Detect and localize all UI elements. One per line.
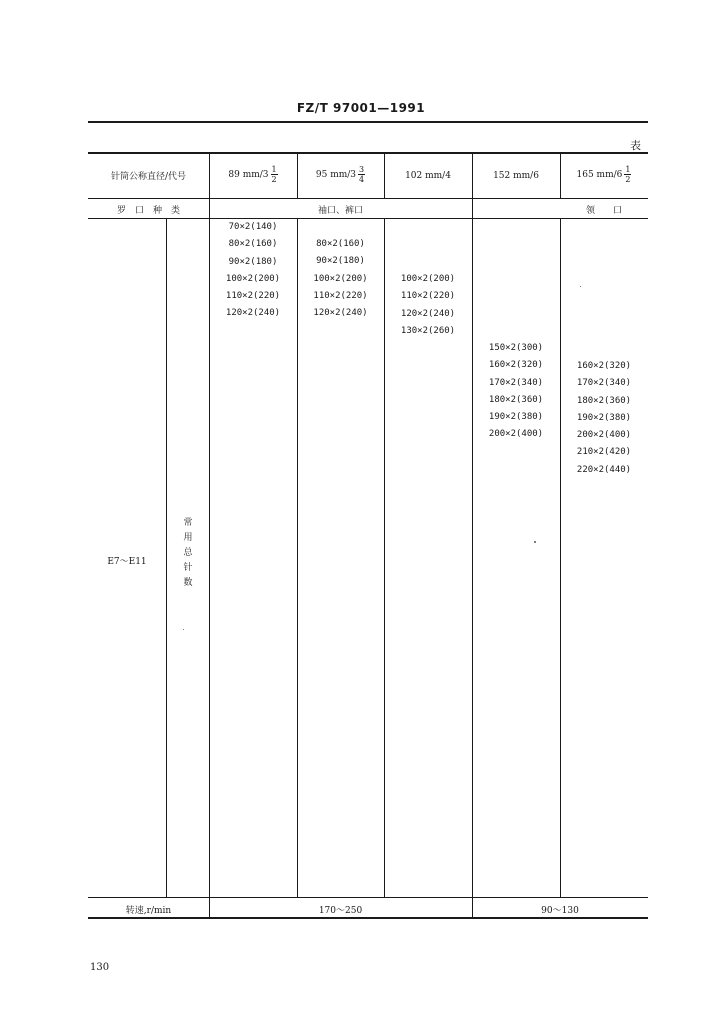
speed-label: 转速,r/min <box>125 906 172 916</box>
table-bottom-rule <box>88 917 648 919</box>
needle-count-label: 常 用 总 针 数 <box>183 518 193 588</box>
needle-count: 120×2(240) <box>400 308 456 319</box>
col-divider-gauge <box>166 218 167 897</box>
needle-count: 80×2(160) <box>316 239 365 249</box>
rib-type-row-rule <box>88 218 648 219</box>
needle-count: 110×2(220) <box>400 291 456 302</box>
diameter-165: 165 mm/6 $\frac{1}{2}$ <box>576 165 631 184</box>
needle-count: 180×2(360) <box>488 394 544 405</box>
needle-count: 150×2(300) <box>488 343 544 353</box>
rib-type-collar: 领 口 <box>585 206 622 216</box>
rib-type-label: 罗 口 种 类 <box>116 206 180 216</box>
header-rule <box>88 121 648 123</box>
speed-cuff: 170～250 <box>318 906 363 916</box>
needle-count: 190×2(380) <box>576 412 632 423</box>
diameter-95: 95 mm/3 $\frac{3}{4}$ <box>315 165 365 184</box>
needle-count: 70×2(140) <box>228 222 278 232</box>
scan-speck <box>183 629 184 630</box>
table-top-rule <box>88 152 648 154</box>
needle-count: 100×2(200) <box>225 273 281 284</box>
needle-count: 200×2(400) <box>488 429 544 440</box>
needle-count: 90×2(180) <box>228 256 278 267</box>
needle-column-152 <box>472 340 560 444</box>
diameter-152: 152 mm/6 <box>493 171 539 181</box>
diameter-89: 89 mm/3 $\frac{1}{2}$ <box>228 165 277 184</box>
needle-count: 110×2(220) <box>313 290 368 301</box>
needle-count: 200×2(400) <box>576 430 632 441</box>
needle-column-165 <box>560 358 648 479</box>
needle-column-89 <box>209 219 297 323</box>
diameter-row-rule <box>88 198 648 199</box>
row-header-diameter: 针筒公称直径/代号 <box>110 172 187 182</box>
table-caption: 表 <box>630 139 641 152</box>
rib-type-cuff: 袖口、裤口 <box>317 206 363 216</box>
needle-count: 90×2(180) <box>316 256 365 267</box>
diameter-102: 102 mm/4 <box>405 171 451 181</box>
page-number: 130 <box>90 962 110 973</box>
needle-count: 160×2(320) <box>488 360 544 371</box>
needle-count: 100×2(200) <box>313 273 368 284</box>
needle-count: 220×2(440) <box>576 464 632 475</box>
speed-collar: 90～130 <box>541 906 579 916</box>
needle-count: 170×2(340) <box>488 377 544 388</box>
needle-count: 80×2(160) <box>228 239 278 250</box>
needle-column-95 <box>297 236 384 322</box>
needle-count: 180×2(360) <box>576 395 632 406</box>
col-divider-3 <box>472 152 473 917</box>
needle-area-bottom-rule <box>88 897 648 898</box>
needle-count: 100×2(200) <box>400 274 456 284</box>
needle-count: 130×2(260) <box>400 325 456 336</box>
needle-count: 210×2(420) <box>576 447 632 458</box>
gauge-label: E7～E11 <box>107 557 147 567</box>
scan-speck <box>580 286 581 287</box>
standard-code: FZ/T 97001—1991 <box>296 101 426 115</box>
needle-column-102 <box>384 271 472 340</box>
needle-count: 120×2(240) <box>313 308 368 319</box>
needle-count: 170×2(340) <box>576 378 632 389</box>
needle-count: 190×2(380) <box>488 412 544 423</box>
needle-count: 120×2(240) <box>225 308 281 319</box>
scan-speck <box>534 541 536 543</box>
needle-count: 110×2(220) <box>225 291 281 302</box>
col-divider-4 <box>560 218 561 897</box>
needle-count: 160×2(320) <box>576 361 632 371</box>
